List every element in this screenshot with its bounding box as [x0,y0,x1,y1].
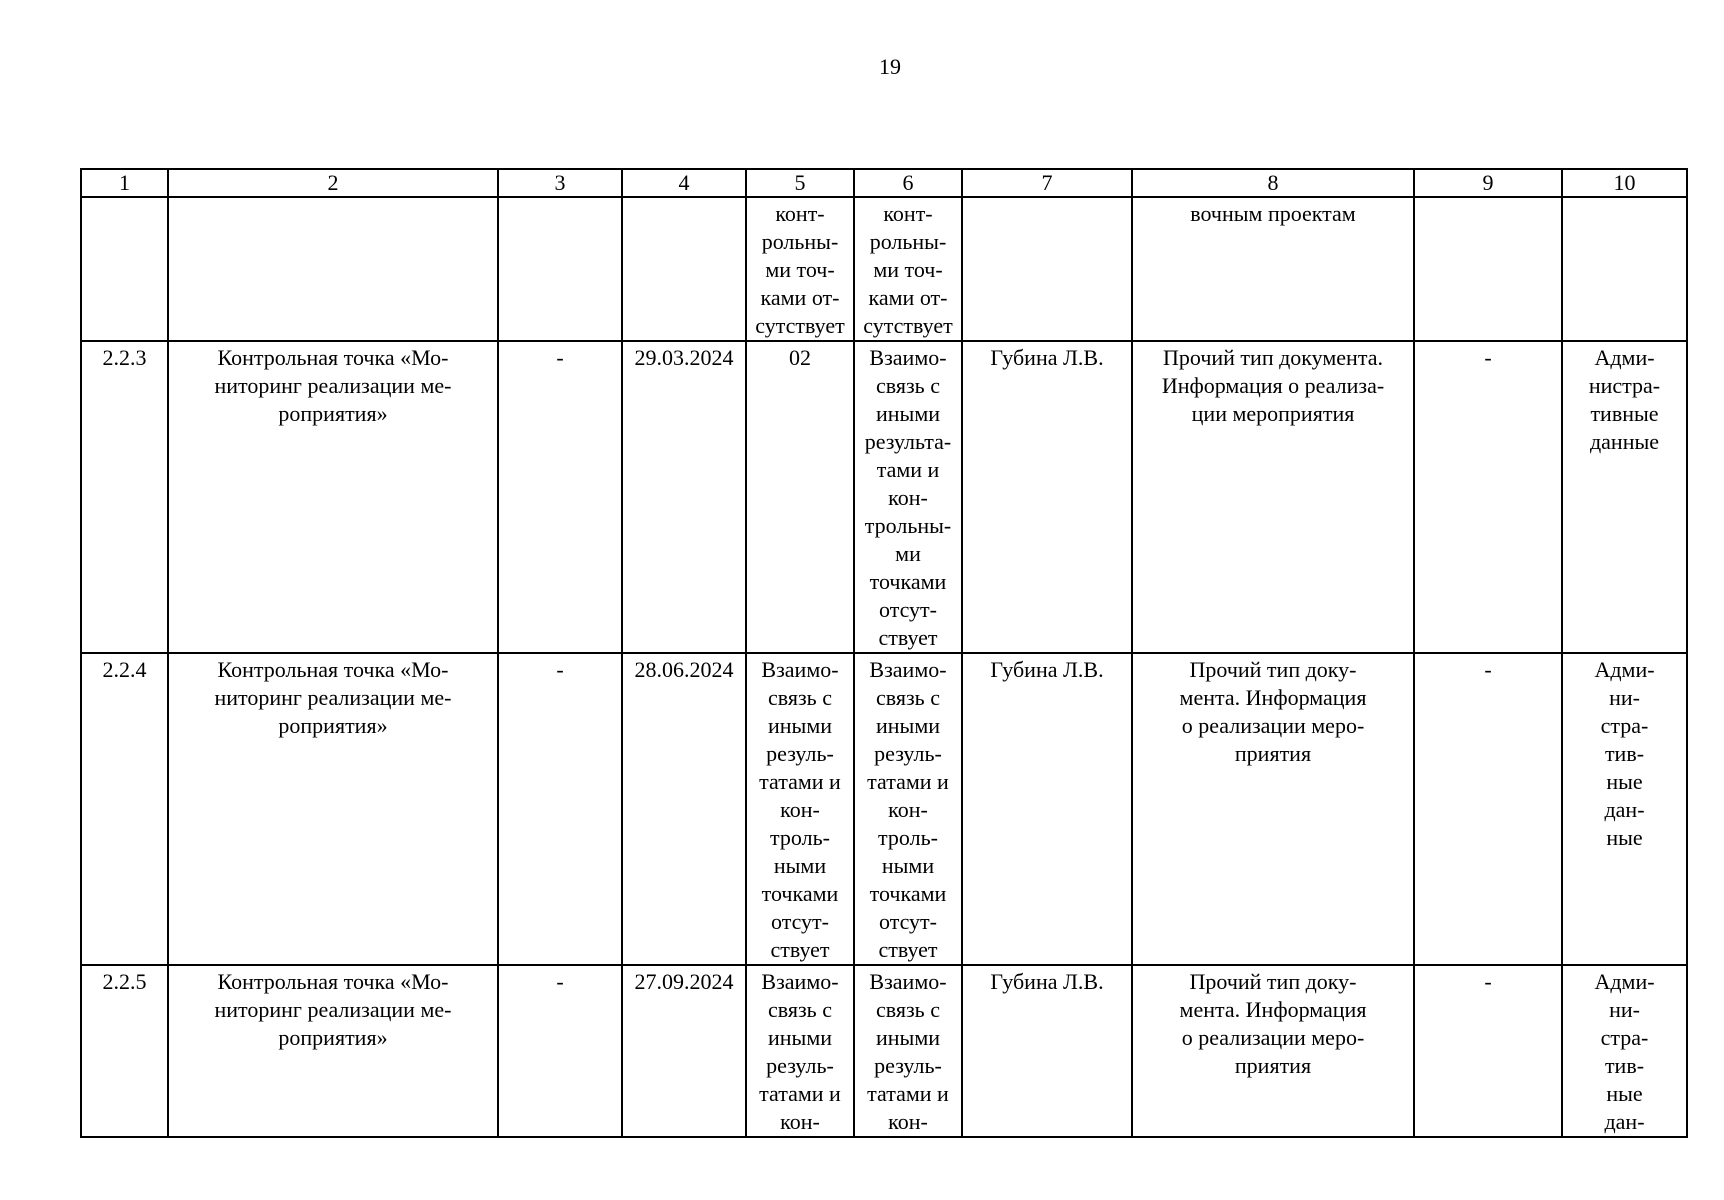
end-date-cell: 29.03.2024 [622,341,746,653]
column-header: 4 [622,169,746,197]
column-header: 9 [1414,169,1562,197]
event-name-cell: Контрольная точка «Мо- ниторинг реализации ме- роприятия» [168,341,498,653]
start-date-cell: - [498,965,622,1137]
responsible-cell: Губина Л.В. [962,965,1132,1137]
predecessor-cell: конт- рольны- ми точ- ками от- сутствует [746,197,854,341]
column-header: 5 [746,169,854,197]
responsible-cell: Губина Л.В. [962,653,1132,965]
responsible-cell [962,197,1132,341]
level-cell: - [1414,653,1562,965]
predecessor-cell: Взаимо- связь с иными резуль- татами и кон- троль- ными точками отсут- ствует [746,653,854,965]
table-row [81,965,1687,1137]
start-date-cell [498,197,622,341]
table-row [81,341,1687,653]
info-system-cell: Адми- нистра- тивные данные [1562,341,1687,653]
page-number: 19 [879,54,901,79]
successor-cell: конт- рольны- ми точ- ками от- сутствует [854,197,962,341]
start-date-cell: - [498,341,622,653]
info-system-cell: Адми- ни- стра- тив- ные дан- ные [1562,653,1687,965]
column-header: 7 [962,169,1132,197]
column-header: 10 [1562,169,1687,197]
row-number-cell: 2.2.4 [81,653,168,965]
column-header: 8 [1132,169,1414,197]
end-date-cell [622,197,746,341]
row-number-cell: 2.2.5 [81,965,168,1137]
document-type-cell: вочным проектам [1132,197,1414,341]
successor-cell: Взаимо- связь с иными резуль- татами и кон- [854,965,962,1137]
end-date-cell: 27.09.2024 [622,965,746,1137]
level-cell: - [1414,965,1562,1137]
row-number-cell: 2.2.3 [81,341,168,653]
predecessor-cell: 02 [746,341,854,653]
level-cell [1414,197,1562,341]
column-header: 6 [854,169,962,197]
document-type-cell: Прочий тип доку- мента. Информация о реализации меро- приятия [1132,965,1414,1137]
table-row [81,653,1687,965]
level-cell: - [1414,341,1562,653]
column-header: 2 [168,169,498,197]
event-name-cell [168,197,498,341]
document-type-cell: Прочий тип документа. Информация о реализа- ции мероприятия [1132,341,1414,653]
info-system-cell [1562,197,1687,341]
event-name-cell: Контрольная точка «Мо- ниторинг реализации ме- роприятия» [168,965,498,1137]
end-date-cell: 28.06.2024 [622,653,746,965]
start-date-cell: - [498,653,622,965]
responsible-cell: Губина Л.В. [962,341,1132,653]
table-row [81,197,1687,341]
document-type-cell: Прочий тип доку- мента. Информация о реализации меро- приятия [1132,653,1414,965]
document-table [80,168,1688,1138]
column-header: 1 [81,169,168,197]
column-header: 3 [498,169,622,197]
info-system-cell: Адми- ни- стра- тив- ные дан- [1562,965,1687,1137]
predecessor-cell: Взаимо- связь с иными резуль- татами и кон- [746,965,854,1137]
successor-cell: Взаимо- связь с иными результа- тами и кон- трольны- ми точками отсут- ствует [854,341,962,653]
successor-cell: Взаимо- связь с иными резуль- татами и кон- троль- ными точками отсут- ствует [854,653,962,965]
event-name-cell: Контрольная точка «Мо- ниторинг реализации ме- роприятия» [168,653,498,965]
table-header-row [81,169,1687,197]
row-number-cell [81,197,168,341]
